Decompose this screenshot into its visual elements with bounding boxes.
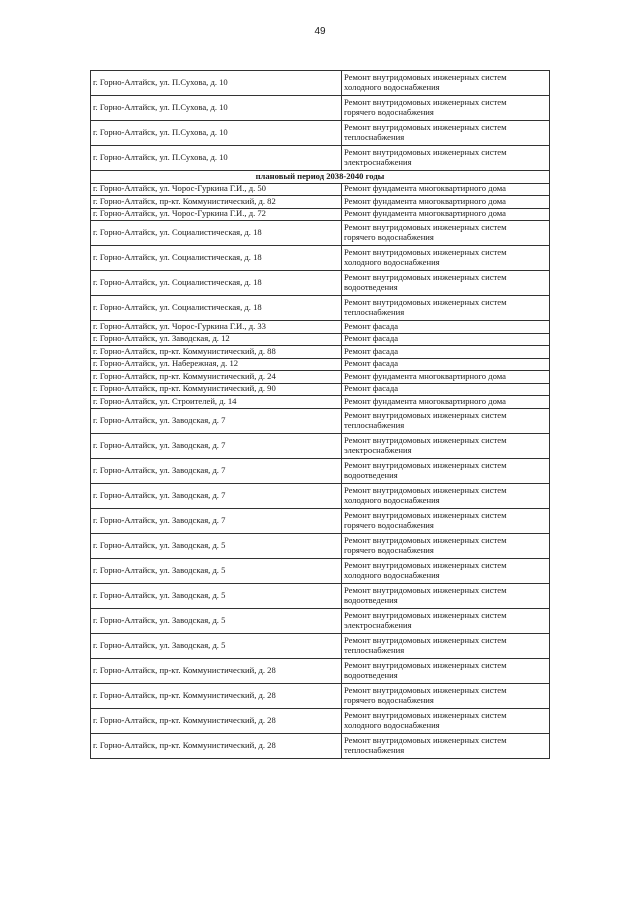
- work-type-line: теплоснабжения: [344, 419, 405, 430]
- address-cell: г. Горно-Алтайск, ул. Заводская, д. 5: [91, 583, 342, 608]
- work-type-cell: [342, 433, 550, 458]
- work-type-cell: [342, 508, 550, 533]
- work-type-line: Ремонт фундамента многоквартирного дома: [344, 370, 506, 381]
- address-cell: г. Горно-Алтайск, ул. Заводская, д. 5: [91, 608, 342, 633]
- work-type-line: Ремонт внутридомовых инженерных систем: [344, 297, 507, 308]
- work-type-line: Ремонт внутридомовых инженерных систем: [344, 659, 507, 670]
- work-type-line: Ремонт внутридомовых инженерных систем: [344, 534, 507, 545]
- section-title: плановый период 2038-2040 годы: [91, 171, 550, 184]
- work-type-line: электроснабжения: [344, 444, 412, 455]
- work-type-cell: [342, 583, 550, 608]
- address-cell: г. Горно-Алтайск, ул. Заводская, д. 7: [91, 508, 342, 533]
- work-type-cell: [342, 221, 550, 246]
- work-type-line: Ремонт фундамента многоквартирного дома: [344, 183, 506, 194]
- work-type-line: Ремонт внутридомовых инженерных систем: [344, 409, 507, 420]
- work-type-cell: [342, 146, 550, 171]
- table-row: [91, 458, 550, 483]
- page-number: 49: [314, 26, 326, 37]
- address-cell: г. Горно-Алтайск, ул. П.Сухова, д. 10: [91, 146, 342, 171]
- work-type-cell: [342, 708, 550, 733]
- work-type-line: Ремонт фасада: [344, 358, 399, 369]
- table-row: [91, 296, 550, 321]
- work-type-cell: [342, 121, 550, 146]
- work-type-line: Ремонт внутридомовых инженерных систем: [344, 734, 507, 745]
- table-row: [91, 583, 550, 608]
- address-cell: г. Горно-Алтайск, ул. П.Сухова, д. 10: [91, 121, 342, 146]
- work-type-line: Ремонт внутридомовых инженерных систем: [344, 72, 507, 83]
- table-row: [91, 121, 550, 146]
- work-type-line: холодного водоснабжения: [344, 494, 440, 505]
- table-row: [91, 246, 550, 271]
- address-cell: г. Горно-Алтайск, пр-кт. Коммунистический, д. 82: [91, 196, 342, 209]
- work-type-line: электроснабжения: [344, 157, 412, 167]
- work-type-line: Ремонт внутридомовых инженерных систем: [344, 434, 507, 445]
- work-type-line: Ремонт внутридомовых инженерных систем: [344, 509, 507, 520]
- work-type-line: теплоснабжения: [344, 744, 405, 755]
- table-row: [91, 708, 550, 733]
- table-row: [91, 683, 550, 708]
- table-row: [91, 408, 550, 433]
- work-type-line: теплоснабжения: [344, 132, 405, 142]
- work-type-cell: [342, 483, 550, 508]
- table-row: [91, 358, 550, 371]
- work-type-cell: [342, 296, 550, 321]
- work-type-line: холодного водоснабжения: [344, 82, 440, 92]
- table-row: [91, 508, 550, 533]
- table-row: [91, 221, 550, 246]
- work-type-line: горячего водоснабжения: [344, 694, 434, 705]
- address-cell: г. Горно-Алтайск, пр-кт. Коммунистический, д. 90: [91, 383, 342, 396]
- work-type-line: Ремонт внутридомовых инженерных систем: [344, 709, 507, 720]
- table-row: [91, 658, 550, 683]
- work-type-line: водоотведения: [344, 282, 398, 292]
- work-type-cell: [342, 271, 550, 296]
- work-type-line: электроснабжения: [344, 619, 412, 630]
- table-row: [91, 633, 550, 658]
- work-type-line: Ремонт внутридомовых инженерных систем: [344, 484, 507, 495]
- address-cell: г. Горно-Алтайск, ул. Заводская, д. 12: [91, 333, 342, 346]
- table-row: [91, 558, 550, 583]
- work-type-line: Ремонт внутридомовых инженерных систем: [344, 247, 507, 258]
- work-type-cell: [342, 346, 550, 359]
- address-cell: г. Горно-Алтайск, ул. П.Сухова, д. 10: [91, 96, 342, 121]
- address-cell: г. Горно-Алтайск, пр-кт. Коммунистический, д. 28: [91, 708, 342, 733]
- repair-schedule-table: [90, 70, 550, 759]
- table-row: [91, 533, 550, 558]
- table-row: [91, 146, 550, 171]
- work-type-line: Ремонт внутридомовых инженерных систем: [344, 222, 507, 233]
- work-type-cell: [342, 608, 550, 633]
- work-type-cell: [342, 208, 550, 221]
- work-type-cell: [342, 733, 550, 758]
- table-row: [91, 71, 550, 96]
- work-type-line: Ремонт внутридомовых инженерных систем: [344, 559, 507, 570]
- work-type-line: Ремонт фундамента многоквартирного дома: [344, 208, 506, 219]
- work-type-line: Ремонт фасада: [344, 345, 399, 356]
- table-row: [91, 96, 550, 121]
- table-body: [91, 71, 550, 759]
- address-cell: г. Горно-Алтайск, ул. Набережная, д. 12: [91, 358, 342, 371]
- address-cell: г. Горно-Алтайск, ул. Социалистическая, д. 18: [91, 271, 342, 296]
- work-type-line: водоотведения: [344, 594, 398, 605]
- table-row: [91, 608, 550, 633]
- work-type-line: Ремонт внутридомовых инженерных систем: [344, 584, 507, 595]
- address-cell: г. Горно-Алтайск, ул. Социалистическая, д. 18: [91, 221, 342, 246]
- work-type-line: Ремонт фасада: [344, 320, 399, 331]
- work-type-line: водоотведения: [344, 469, 398, 480]
- work-type-cell: [342, 658, 550, 683]
- work-type-cell: [342, 71, 550, 96]
- work-type-line: водоотведения: [344, 669, 398, 680]
- work-type-line: Ремонт внутридомовых инженерных систем: [344, 147, 507, 158]
- work-type-line: Ремонт внутридомовых инженерных систем: [344, 97, 507, 108]
- work-type-line: горячего водоснабжения: [344, 232, 434, 242]
- work-type-cell: [342, 246, 550, 271]
- address-cell: г. Горно-Алтайск, пр-кт. Коммунистический, д. 28: [91, 683, 342, 708]
- table-row: [91, 271, 550, 296]
- work-type-cell: [342, 458, 550, 483]
- work-type-line: Ремонт фундамента многоквартирного дома: [344, 395, 506, 406]
- address-cell: г. Горно-Алтайск, пр-кт. Коммунистический, д. 28: [91, 658, 342, 683]
- address-cell: г. Горно-Алтайск, ул. Социалистическая, д. 18: [91, 296, 342, 321]
- address-cell: г. Горно-Алтайск, пр-кт. Коммунистический, д. 88: [91, 346, 342, 359]
- work-type-cell: [342, 383, 550, 396]
- table-row: [91, 483, 550, 508]
- table-row: [91, 346, 550, 359]
- address-cell: г. Горно-Алтайск, ул. Заводская, д. 7: [91, 433, 342, 458]
- address-cell: г. Горно-Алтайск, ул. Чорос-Гуркина Г.И., д. 72: [91, 208, 342, 221]
- address-cell: г. Горно-Алтайск, ул. Заводская, д. 7: [91, 483, 342, 508]
- work-type-cell: [342, 358, 550, 371]
- work-type-cell: [342, 408, 550, 433]
- work-type-line: горячего водоснабжения: [344, 519, 434, 530]
- work-type-line: Ремонт внутридомовых инженерных систем: [344, 122, 507, 133]
- work-type-cell: [342, 683, 550, 708]
- table-row: [91, 733, 550, 758]
- work-type-line: теплоснабжения: [344, 644, 405, 655]
- address-cell: г. Горно-Алтайск, ул. Заводская, д. 5: [91, 633, 342, 658]
- work-type-line: горячего водоснабжения: [344, 544, 434, 555]
- work-type-line: горячего водоснабжения: [344, 107, 434, 117]
- work-type-line: Ремонт внутридомовых инженерных систем: [344, 634, 507, 645]
- table-row: [91, 383, 550, 396]
- work-type-line: холодного водоснабжения: [344, 719, 440, 730]
- work-type-cell: [342, 196, 550, 209]
- table-row: [91, 208, 550, 221]
- work-type-cell: [342, 371, 550, 384]
- work-type-line: холодного водоснабжения: [344, 257, 440, 267]
- table-row: [91, 371, 550, 384]
- work-type-line: Ремонт внутридомовых инженерных систем: [344, 684, 507, 695]
- work-type-line: Ремонт внутридомовых инженерных систем: [344, 272, 507, 283]
- address-cell: г. Горно-Алтайск, ул. Заводская, д. 5: [91, 558, 342, 583]
- address-cell: г. Горно-Алтайск, пр-кт. Коммунистический, д. 24: [91, 371, 342, 384]
- address-cell: г. Горно-Алтайск, ул. Чорос-Гуркина Г.И., д. 33: [91, 321, 342, 334]
- work-type-line: Ремонт внутридомовых инженерных систем: [344, 609, 507, 620]
- table-row: [91, 196, 550, 209]
- table-row: [91, 183, 550, 196]
- work-type-cell: [342, 183, 550, 196]
- work-type-line: Ремонт внутридомовых инженерных систем: [344, 459, 507, 470]
- work-type-cell: [342, 396, 550, 409]
- address-cell: г. Горно-Алтайск, пр-кт. Коммунистический, д. 28: [91, 733, 342, 758]
- address-cell: г. Горно-Алтайск, ул. Социалистическая, д. 18: [91, 246, 342, 271]
- address-cell: г. Горно-Алтайск, ул. Заводская, д. 5: [91, 533, 342, 558]
- work-type-cell: [342, 333, 550, 346]
- address-cell: г. Горно-Алтайск, ул. Строителей, д. 14: [91, 396, 342, 409]
- work-type-cell: [342, 321, 550, 334]
- table-row: [91, 396, 550, 409]
- work-type-line: Ремонт фасада: [344, 333, 399, 344]
- table-row: [91, 333, 550, 346]
- table-row: [91, 321, 550, 334]
- work-type-cell: [342, 533, 550, 558]
- table-row: [91, 433, 550, 458]
- work-type-cell: [342, 633, 550, 658]
- section-header-row: [91, 171, 550, 184]
- work-type-cell: [342, 558, 550, 583]
- work-type-line: Ремонт фасада: [344, 383, 399, 394]
- work-type-line: холодного водоснабжения: [344, 569, 440, 580]
- address-cell: г. Горно-Алтайск, ул. Заводская, д. 7: [91, 458, 342, 483]
- address-cell: г. Горно-Алтайск, ул. П.Сухова, д. 10: [91, 71, 342, 96]
- work-type-cell: [342, 96, 550, 121]
- address-cell: г. Горно-Алтайск, ул. Чорос-Гуркина Г.И., д. 50: [91, 183, 342, 196]
- address-cell: г. Горно-Алтайск, ул. Заводская, д. 7: [91, 408, 342, 433]
- work-type-line: теплоснабжения: [344, 307, 405, 317]
- work-type-line: Ремонт фундамента многоквартирного дома: [344, 195, 506, 206]
